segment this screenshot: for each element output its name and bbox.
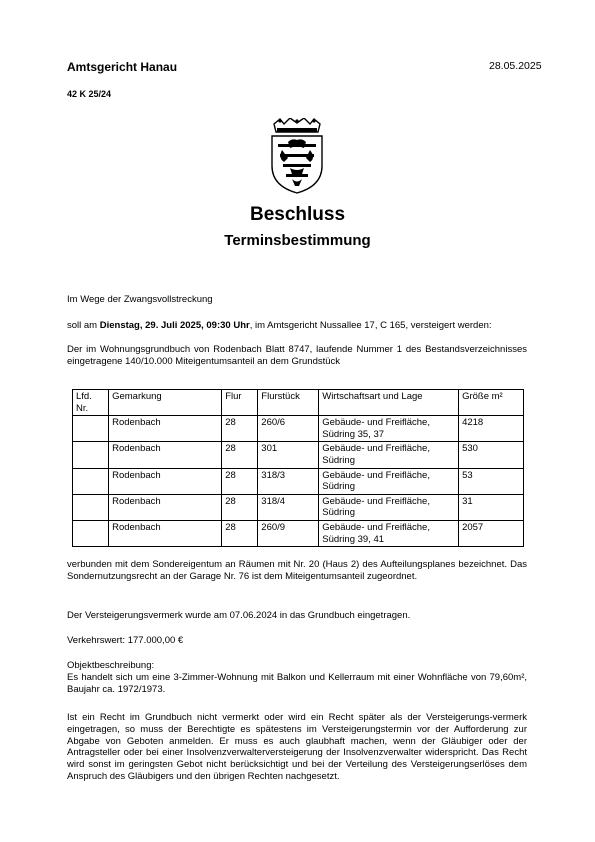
cell-lfd-nr xyxy=(73,416,109,442)
header-flurstueck: Flurstück xyxy=(258,390,319,416)
cell-flur: 28 xyxy=(222,520,258,546)
cell-flurstueck: 318/3 xyxy=(258,468,319,494)
cell-flur: 28 xyxy=(222,416,258,442)
object-description: Der im Wohnungsgrundbuch von Rodenbach Blatt 8747, laufende Nummer 1 des Bestandsverzeichnisses eingetragene 140/10.000 Miteigentumsanteil an dem Grundstück xyxy=(67,344,527,367)
cell-lfd-nr xyxy=(73,442,109,468)
table-row xyxy=(73,494,524,520)
auction-paragraph xyxy=(67,320,527,332)
cell-groesse: 31 xyxy=(459,494,524,520)
table-row xyxy=(73,442,524,468)
header-gemarkung: Gemarkung xyxy=(109,390,222,416)
cell-gemarkung: Rodenbach xyxy=(109,416,222,442)
cell-gemarkung: Rodenbach xyxy=(109,520,222,546)
cell-lage: Gebäude- und Freifläche, Südring xyxy=(319,494,459,520)
cell-lage: Gebäude- und Freifläche, Südring xyxy=(319,468,459,494)
cell-lage: Gebäude- und Freifläche, Südring 35, 37 xyxy=(319,416,459,442)
cell-groesse: 53 xyxy=(459,468,524,494)
document-date: 28.05.2025 xyxy=(489,60,542,72)
court-name: Amtsgericht Hanau xyxy=(67,60,178,74)
cell-flurstueck: 260/6 xyxy=(258,416,319,442)
parcel-table xyxy=(72,389,524,547)
cell-flur: 28 xyxy=(222,468,258,494)
header-flur: Flur xyxy=(222,390,258,416)
cell-flurstueck: 318/4 xyxy=(258,494,319,520)
hessen-coat-of-arms-icon xyxy=(266,118,328,194)
objektbeschreibung-text: Es handelt sich um eine 3-Zimmer-Wohnung mit Balkon und Kellerraum mit einer Wohnfläche von 79,60m², Baujahr ca. 1972/1973. xyxy=(67,672,527,695)
cell-lage: Gebäude- und Freifläche, Südring 39, 41 xyxy=(319,520,459,546)
cell-flurstueck: 301 xyxy=(258,442,319,468)
cell-gemarkung: Rodenbach xyxy=(109,494,222,520)
header-groesse: Größe m² xyxy=(459,390,524,416)
document-subtitle: Terminsbestimmung xyxy=(224,232,371,249)
hinweis-text: Ist ein Recht im Grundbuch nicht vermerkt oder wird ein Recht später als der Versteigerungs-vermerk eingetragen, so muss der Berechtigte es spätestens im Versteigerungstermin vor der Aufforderung zur Abgabe von Geboten anmelden. Er muss es auch glaubhaft machen, wenn der Gläubiger oder der Antragsteller oder bei einer Insolvenzverwalterversteigerung der Insolvenzverwalter widerspricht. Das Recht wird sonst im geringsten Gebot nicht berücksichtigt und bei der Verteilung des Versteigerungserlöses dem Anspruch des Gläubigers und den übrigen Rechten nachgesetzt. xyxy=(67,712,527,782)
cell-groesse: 2057 xyxy=(459,520,524,546)
header-lfd-nr: Lfd. Nr. xyxy=(73,390,109,416)
table-header-row xyxy=(73,390,524,416)
table-row xyxy=(73,416,524,442)
vermerk-text: Der Versteigerungsvermerk wurde am 07.06.2024 in das Grundbuch eingetragen. xyxy=(67,610,411,621)
cell-flur: 28 xyxy=(222,442,258,468)
document-title: Beschluss xyxy=(249,204,346,225)
auction-location: , im Amtsgericht Nussallee 17, C 165, versteigert werden: xyxy=(249,320,492,331)
objektbeschreibung-label: Objektbeschreibung: xyxy=(67,660,155,671)
cell-flur: 28 xyxy=(222,494,258,520)
auction-prefix: soll am xyxy=(67,320,100,331)
case-number: 42 K 25/24 xyxy=(67,89,112,99)
cell-groesse: 4218 xyxy=(459,416,524,442)
table-row xyxy=(73,468,524,494)
cell-lfd-nr xyxy=(73,468,109,494)
sondereigentum-text: verbunden mit dem Sondereigentum an Räumen mit Nr. 20 (Haus 2) des Aufteilungsplanes bezeichnet. Das Sondernutzungsrecht an der Garage Nr. 76 ist dem Miteigentumsanteil zugeordnet. xyxy=(67,559,527,582)
auction-date-time: Dienstag, 29. Juli 2025, 09:30 Uhr xyxy=(99,320,250,331)
cell-lfd-nr xyxy=(73,520,109,546)
cell-groesse: 530 xyxy=(459,442,524,468)
cell-lfd-nr xyxy=(73,494,109,520)
cell-flurstueck: 260/9 xyxy=(258,520,319,546)
cell-lage: Gebäude- und Freifläche, Südring xyxy=(319,442,459,468)
verkehrswert-text: Verkehrswert: 177.000,00 € xyxy=(67,635,184,646)
cell-gemarkung: Rodenbach xyxy=(109,442,222,468)
intro-text: Im Wege der Zwangsvollstreckung xyxy=(67,294,213,305)
cell-gemarkung: Rodenbach xyxy=(109,468,222,494)
header-wirtschaftsart: Wirtschaftsart und Lage xyxy=(319,390,459,416)
table-row xyxy=(73,520,524,546)
